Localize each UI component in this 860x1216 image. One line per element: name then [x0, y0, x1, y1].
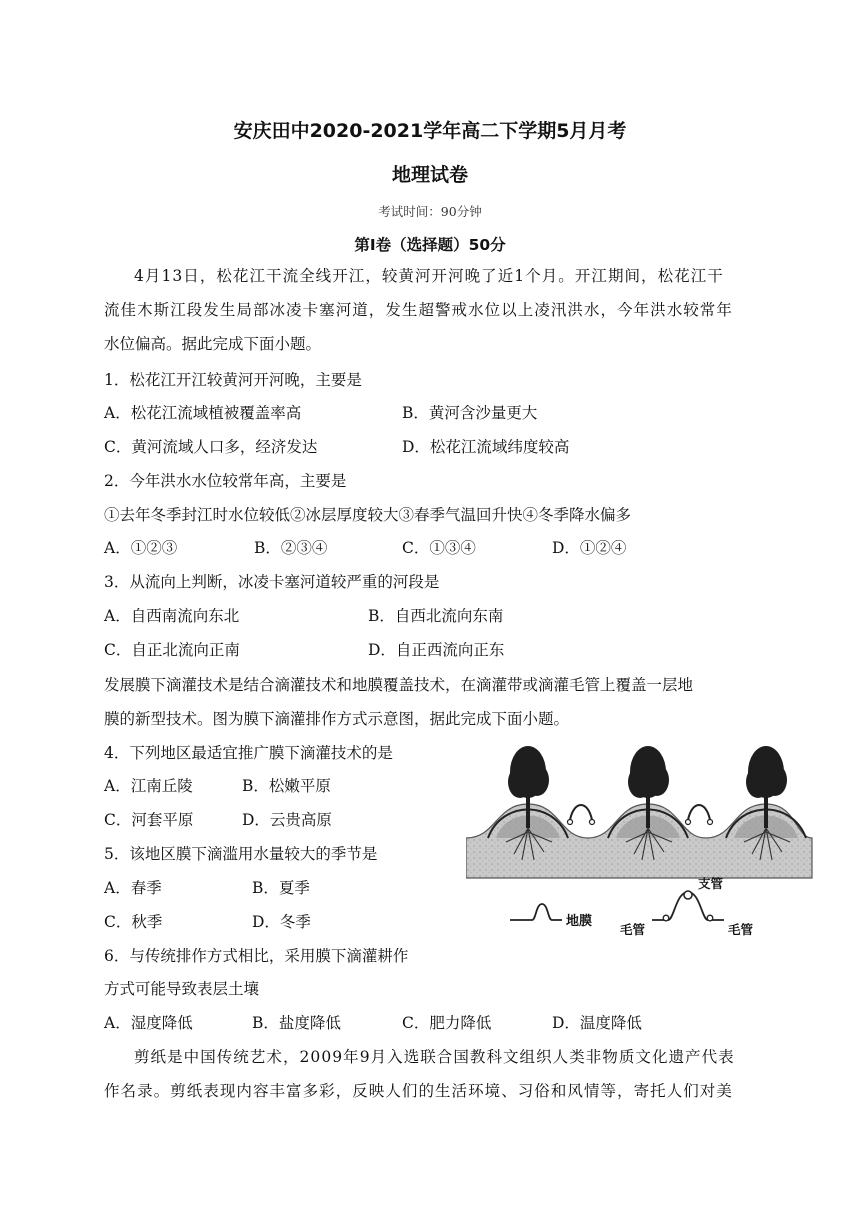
q6-option-a: A．湿度降低 [104, 1014, 193, 1032]
passage2-line-1: 发展膜下滴灌技术是结合滴灌技术和地膜覆盖技术，在滴灌带或滴灌毛管上覆盖一层地 [104, 676, 694, 694]
legend-capillary-left-label: 毛管 [620, 922, 646, 937]
exam-title: 安庆田中2020-2021学年高二下学期5月月考 [233, 120, 627, 142]
section-title: 第Ⅰ卷（选择题）50分 [354, 236, 506, 254]
legend-film-label: 地膜 [566, 914, 593, 929]
q3-stem: 3．从流向上判断，冰凌卡塞河道较严重的河段是 [104, 573, 440, 591]
q6-stem-line-2: 方式可能导致表层土壤 [104, 980, 260, 998]
q2-option-a: A．①②③ [104, 539, 178, 557]
q5-option-d: D．冬季 [252, 913, 311, 931]
passage1-line-1: 4月13日，松花江干流全线开江，较黄河开河晚了近1个月。开江期间，松花江干 [134, 267, 724, 285]
legend-branch-label: 支管 [698, 876, 724, 891]
q2-statements: ①去年冬季封江时水位较低②冰层厚度较大③春季气温回升快④冬季降水偏多 [104, 506, 632, 524]
q1-option-b: B．黄河含沙量更大 [402, 404, 538, 422]
q2-option-c: C．①③④ [402, 539, 476, 557]
q2-option-b: B．②③④ [254, 539, 328, 557]
legend-capillary-right-label: 毛管 [728, 922, 754, 937]
exam-time: 考试时间：90分钟 [378, 204, 482, 219]
q1-option-d: D．松花江流域纬度较高 [402, 438, 570, 456]
branch-pipe-arch [570, 805, 592, 820]
q3-option-c: C．自正北流向正南 [104, 641, 240, 659]
film-legend-symbol [510, 904, 562, 920]
q5-option-c: C．秋季 [104, 913, 163, 931]
passage3-line-1: 剪纸是中国传统艺术，2009年9月入选联合国教科文组织人类非物质文化遗产代表 [134, 1048, 735, 1066]
drip-irrigation-figure [466, 742, 818, 942]
q2-option-d: D．①②④ [552, 539, 627, 557]
subject-title: 地理试卷 [391, 164, 468, 186]
passage3-line-2: 作名录。剪纸表现内容丰富多彩，反映人们的生活环境、习俗和风情等，寄托人们对美 [104, 1082, 733, 1100]
passage1-line-2: 流佳木斯江段发生局部冰凌卡塞河道，发生超警戒水位以上凌汛洪水，今年洪水较常年 [104, 301, 733, 319]
q4-option-d: D．云贵高原 [242, 811, 332, 829]
q6-option-c: C．肥力降低 [402, 1014, 492, 1032]
q6-option-b: B．盐度降低 [252, 1014, 341, 1032]
q4-stem: 4．下列地区最适宜推广膜下滴灌技术的是 [104, 744, 393, 762]
q4-option-c: C．河套平原 [104, 811, 194, 829]
q3-option-b: B．自西北流向东南 [368, 607, 504, 625]
q1-option-c: C．黄河流域人口多，经济发达 [104, 438, 318, 456]
soil-layer [466, 804, 812, 878]
passage2-line-2: 膜的新型技术。图为膜下滴灌排作方式示意图，据此完成下面小题。 [104, 710, 570, 728]
q1-stem: 1．松花江开江较黄河开河晚，主要是 [104, 371, 362, 389]
q1-option-a: A．松花江流域植被覆盖率高 [104, 404, 302, 422]
q5-option-b: B．夏季 [252, 879, 310, 897]
q3-option-d: D．自正西流向正东 [368, 641, 505, 659]
q2-stem: 2．今年洪水水位较常年高，主要是 [104, 472, 347, 490]
passage1-line-3: 水位偏高。据此完成下面小题。 [104, 335, 322, 353]
q6-option-d: D．温度降低 [552, 1014, 642, 1032]
q5-stem: 5．该地区膜下滴滥用水量较大的季节是 [104, 845, 378, 863]
q4-option-b: B．松嫩平原 [242, 777, 331, 795]
q6-stem-line-1: 6．与传统排作方式相比，采用膜下滴灌耕作 [104, 947, 409, 965]
q4-option-a: A．江南丘陵 [104, 777, 193, 795]
q5-option-a: A．春季 [104, 879, 162, 897]
q3-option-a: A．自西南流向东北 [104, 607, 240, 625]
